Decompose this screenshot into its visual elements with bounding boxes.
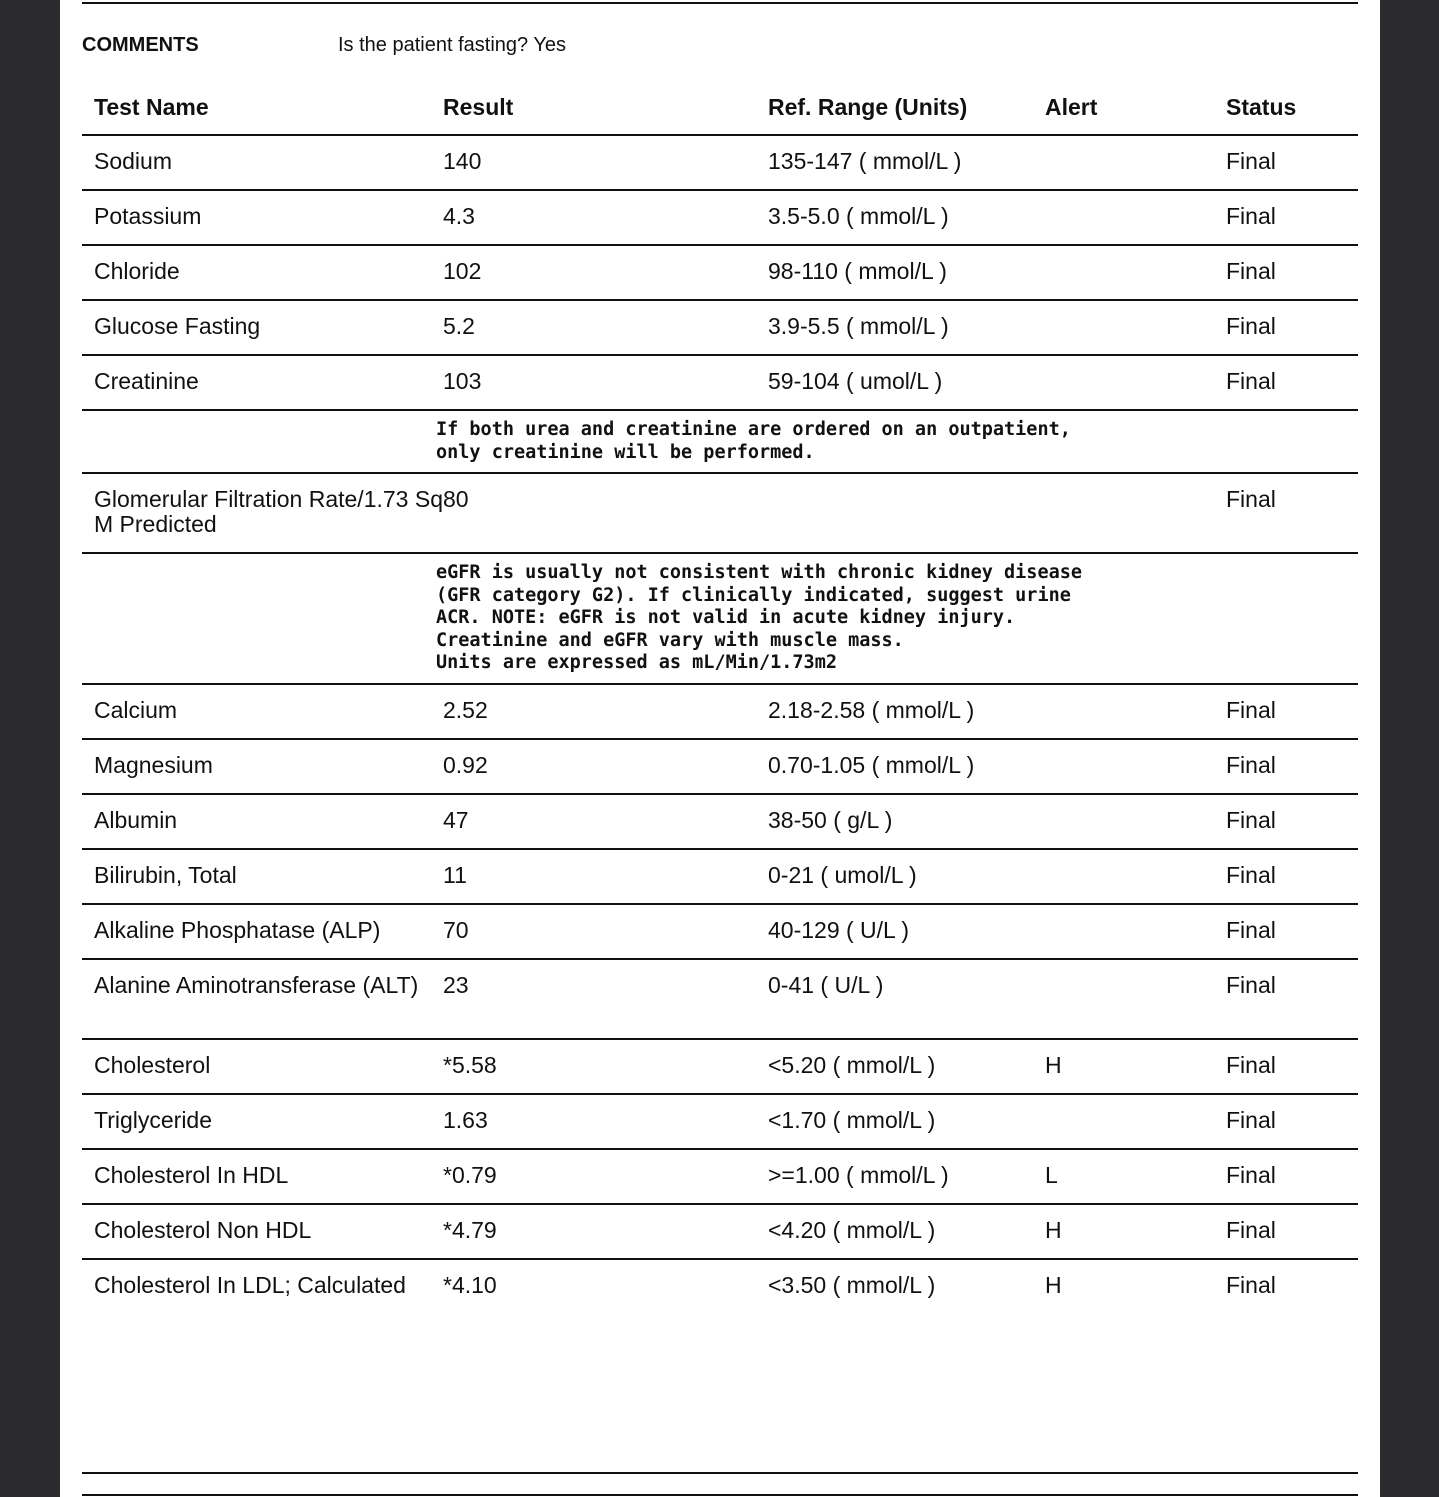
comments-text: Is the patient fasting? Yes <box>338 34 566 56</box>
test-result: 0.92 <box>443 751 488 778</box>
test-ref-range: 59-104 ( umol/L ) <box>768 368 943 394</box>
table-row <box>82 189 1358 244</box>
test-name: Glucose Fasting <box>94 313 261 339</box>
test-name: Triglyceride <box>94 1106 213 1133</box>
test-status: Final <box>1226 971 1276 998</box>
test-ref-range: 3.9-5.5 ( mmol/L ) <box>768 313 949 339</box>
table-header <box>82 80 1358 134</box>
test-name: Creatinine <box>94 368 199 394</box>
test-alert <box>1045 685 1226 738</box>
header-status: Status <box>1226 93 1297 120</box>
test-ref-range: 0-41 ( U/L ) <box>768 971 884 998</box>
test-ref-range: 135-147 ( mmol/L ) <box>768 148 962 174</box>
results-table <box>82 80 1358 1313</box>
creatinine-note: If both urea and creatinine are ordered on an outpatient, only creatinine will be performed. <box>436 419 1071 463</box>
table-row <box>82 244 1358 299</box>
test-name: Chloride <box>94 258 180 284</box>
test-alert: H <box>1045 1216 1062 1243</box>
test-ref-range: >=1.00 ( mmol/L ) <box>768 1161 949 1188</box>
test-alert <box>1045 356 1226 409</box>
test-result: 70 <box>443 916 469 943</box>
test-alert <box>1045 474 1226 552</box>
test-alert <box>1045 795 1226 848</box>
table-row <box>82 472 1358 552</box>
table-row <box>82 134 1358 189</box>
test-result: 47 <box>443 806 469 833</box>
test-alert <box>1045 301 1226 354</box>
table-row <box>82 1148 1358 1203</box>
test-status: Final <box>1226 1051 1276 1078</box>
report-page <box>60 0 1380 1497</box>
test-alert <box>1045 740 1226 793</box>
test-status: Final <box>1226 313 1276 339</box>
comments-section <box>82 34 1358 60</box>
test-name: Cholesterol <box>94 1051 211 1078</box>
test-ref-range: <1.70 ( mmol/L ) <box>768 1106 936 1133</box>
test-result: 11 <box>443 861 467 888</box>
test-result: 4.3 <box>443 203 475 229</box>
test-result: *4.79 <box>443 1216 497 1243</box>
test-status: Final <box>1226 1161 1276 1188</box>
footer-divider-secondary <box>82 1494 1358 1496</box>
test-status: Final <box>1226 751 1276 778</box>
test-status: Final <box>1226 1106 1276 1133</box>
test-name: Calcium <box>94 696 178 723</box>
test-status: Final <box>1226 916 1276 943</box>
test-ref-range: 40-129 ( U/L ) <box>768 916 910 943</box>
test-alert <box>1045 1095 1226 1148</box>
table-row <box>82 1258 1358 1313</box>
test-result: 140 <box>443 148 482 174</box>
test-alert: H <box>1045 1051 1062 1078</box>
test-name: Cholesterol In HDL <box>94 1161 289 1188</box>
test-ref-range: <5.20 ( mmol/L ) <box>768 1051 936 1078</box>
test-ref-range: 2.18-2.58 ( mmol/L ) <box>768 696 975 723</box>
test-status: Final <box>1226 696 1276 723</box>
header-test-name: Test Name <box>94 93 209 120</box>
table-row <box>82 299 1358 354</box>
test-alert: H <box>1045 1271 1062 1298</box>
test-name: Alanine Aminotransferase (ALT) <box>94 971 419 998</box>
table-row <box>82 1038 1358 1093</box>
header-alert: Alert <box>1045 93 1098 120</box>
test-ref-range: 3.5-5.0 ( mmol/L ) <box>768 203 949 229</box>
table-row <box>82 354 1358 409</box>
egfr-note: eGFR is usually not consistent with chronic kidney disease (GFR category G2). If clinically indicated, suggest urine ACR. NOTE: eGFR is not valid in acute kidney injury. Creatinine and eGFR vary with muscle mass. Units are expressed as mL/Min/1.73m2 <box>436 562 1083 673</box>
table-row <box>82 793 1358 848</box>
test-name: Cholesterol In LDL; Calculated <box>94 1271 406 1298</box>
test-alert <box>1045 136 1226 189</box>
table-row <box>82 903 1358 958</box>
egfr-note-row <box>82 552 1358 683</box>
table-row <box>82 683 1358 738</box>
test-status: Final <box>1226 203 1276 229</box>
test-result: 102 <box>443 258 482 284</box>
test-name: Bilirubin, Total <box>94 861 237 888</box>
test-result: 80 <box>443 486 469 512</box>
test-result: *0.79 <box>443 1161 497 1188</box>
test-name: Alkaline Phosphatase (ALP) <box>94 916 381 943</box>
test-status: Final <box>1226 368 1276 394</box>
test-name: Potassium <box>94 203 202 229</box>
test-name: Albumin <box>94 806 178 833</box>
test-status: Final <box>1226 861 1276 888</box>
test-alert <box>1045 905 1226 958</box>
test-alert <box>1045 246 1226 299</box>
test-ref-range <box>768 474 1045 552</box>
test-result: *4.10 <box>443 1271 497 1298</box>
test-status: Final <box>1226 258 1276 284</box>
test-ref-range: 0-21 ( umol/L ) <box>768 861 917 888</box>
test-ref-range: 38-50 ( g/L ) <box>768 806 893 833</box>
test-alert <box>1045 191 1226 244</box>
test-status: Final <box>1226 486 1276 512</box>
creatinine-note-row <box>82 409 1358 472</box>
test-name: Magnesium <box>94 751 213 778</box>
top-divider <box>82 2 1358 4</box>
test-status: Final <box>1226 1216 1276 1243</box>
test-result: 23 <box>443 971 469 998</box>
test-status: Final <box>1226 1271 1276 1298</box>
table-row <box>82 848 1358 903</box>
test-ref-range: 0.70-1.05 ( mmol/L ) <box>768 751 975 778</box>
table-row <box>82 738 1358 793</box>
test-name: Cholesterol Non HDL <box>94 1216 312 1243</box>
header-result: Result <box>443 93 514 120</box>
test-ref-range: <3.50 ( mmol/L ) <box>768 1271 936 1298</box>
test-result: *5.58 <box>443 1051 497 1078</box>
test-name: Sodium <box>94 148 172 174</box>
test-status: Final <box>1226 148 1276 174</box>
table-row <box>82 958 1358 1038</box>
test-result: 2.52 <box>443 696 488 723</box>
test-result: 103 <box>443 368 482 394</box>
comments-label: COMMENTS <box>82 34 199 56</box>
test-alert: L <box>1045 1161 1058 1188</box>
header-ref-range: Ref. Range (Units) <box>768 93 968 120</box>
test-result: 1.63 <box>443 1106 488 1133</box>
test-alert <box>1045 850 1226 903</box>
table-row <box>82 1203 1358 1258</box>
test-name: Glomerular Filtration Rate/1.73 Sq M Predicted <box>94 486 443 537</box>
test-ref-range: <4.20 ( mmol/L ) <box>768 1216 936 1243</box>
test-status: Final <box>1226 806 1276 833</box>
test-alert <box>1045 960 1226 1038</box>
test-result: 5.2 <box>443 313 475 339</box>
test-ref-range: 98-110 ( mmol/L ) <box>768 258 947 284</box>
footer-divider <box>82 1472 1358 1474</box>
table-row <box>82 1093 1358 1148</box>
